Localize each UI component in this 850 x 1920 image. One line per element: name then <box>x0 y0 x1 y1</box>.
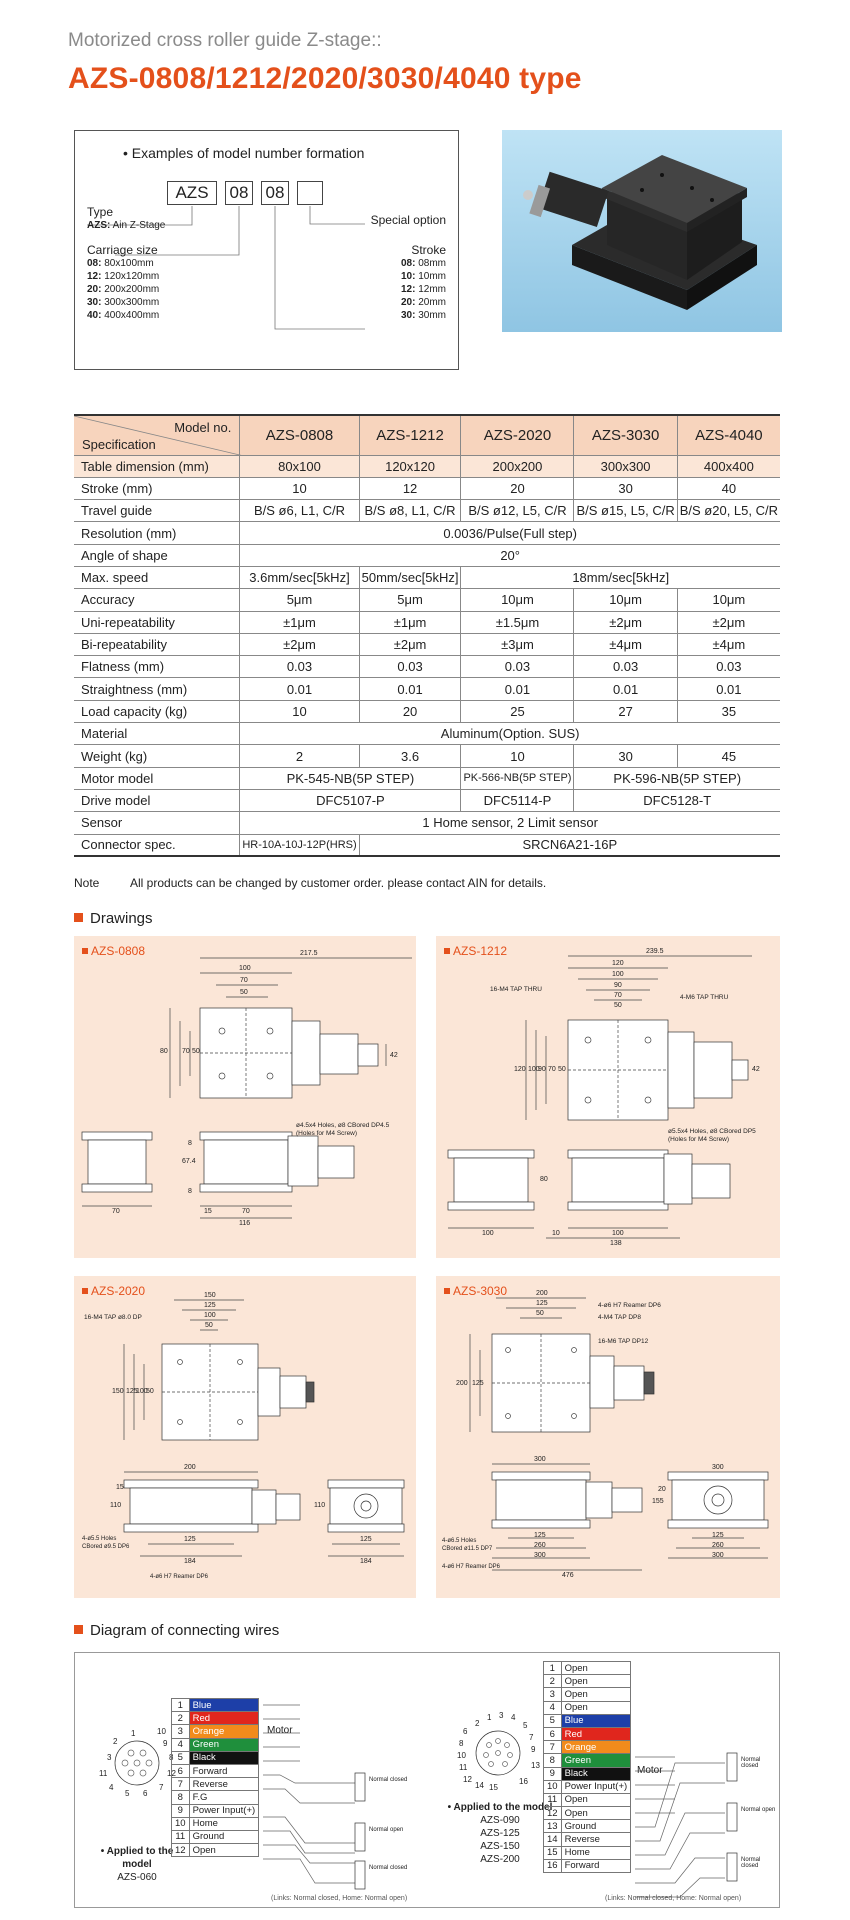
table-row <box>74 745 780 767</box>
table-cell: 45 <box>677 745 780 767</box>
table-cell: 400x400 <box>677 455 780 477</box>
dim-label: 70 <box>242 1208 250 1215</box>
pin-number: 4 <box>109 1783 114 1792</box>
row-label: Load capacity (kg) <box>74 700 240 722</box>
table-cell: B/S ø6, L1, C/R <box>240 500 359 522</box>
dim-label: 50 <box>536 1310 544 1317</box>
table-cell: 0.01 <box>461 678 574 700</box>
note <box>74 876 546 890</box>
hole-note: (Holes for M4 Screw) <box>296 1130 358 1137</box>
table-row: 10 Home <box>172 1817 259 1830</box>
note-label: Note <box>74 876 100 890</box>
row-label: Table dimension (mm) <box>74 455 240 477</box>
header-corner <box>74 415 240 455</box>
dim-label: 184 <box>360 1558 372 1565</box>
row-label: Accuracy <box>74 589 240 611</box>
table-cell: DFC5128-T <box>574 789 780 811</box>
tap-note: 4-M6 TAP THRU <box>680 994 729 1001</box>
sensor-label: Normal closed <box>741 1757 761 1769</box>
pin-number: 4 <box>511 1713 516 1722</box>
table-row: 3 Orange <box>172 1725 259 1738</box>
table-row: 10 Power Input(+) <box>544 1780 631 1793</box>
table-row: 12 Open <box>544 1807 631 1820</box>
motor-label: Motor <box>267 1725 293 1736</box>
table-cell: 10μm <box>574 589 677 611</box>
pin-number: 16 <box>519 1777 528 1786</box>
dim-label: 150 <box>204 1292 216 1299</box>
dim-label: 300 <box>712 1552 724 1559</box>
table-cell: B/S ø12, L5, C/R <box>461 500 574 522</box>
table-cell: 10 <box>240 477 359 499</box>
dim-label: 200 <box>184 1464 196 1471</box>
table-row: 5 Blue <box>544 1714 631 1727</box>
code-type: AZS <box>167 181 217 205</box>
tap-note: 16-M4 TAP THRU <box>490 986 542 993</box>
dim-label: 100 <box>528 1066 540 1073</box>
table-row: 7 Reverse <box>172 1778 259 1791</box>
row-label: Resolution (mm) <box>74 522 240 544</box>
dim-label: 8 <box>188 1140 192 1147</box>
model-number-box <box>74 130 459 370</box>
table-cell: 0.03 <box>677 656 780 678</box>
table-cell: 30 <box>574 477 677 499</box>
table-row <box>74 611 780 633</box>
dim-label: 50 <box>558 1066 566 1073</box>
page-subtitle: Motorized cross roller guide Z-stage:: <box>68 30 382 51</box>
dim-label: 50 <box>192 1048 200 1055</box>
dim-label: 300 <box>712 1464 724 1471</box>
spec-table <box>74 414 780 857</box>
table-cell: 1 Home sensor, 2 Limit sensor <box>240 812 780 834</box>
row-label: Drive model <box>74 789 240 811</box>
table-cell: ±2μm <box>240 633 359 655</box>
dim-label: 100 <box>239 965 251 972</box>
table-row <box>74 700 780 722</box>
table-row: 11 Ground <box>172 1830 259 1843</box>
type-desc: AZS: Ain Z-Stage <box>87 220 166 231</box>
table-cell: 10μm <box>461 589 574 611</box>
table-row: 14 Reverse <box>544 1833 631 1846</box>
dim-label: 125 <box>184 1536 196 1543</box>
links-note-right: (Links: Normal closed, Home: Normal open) <box>605 1895 742 1902</box>
table-cell: ±2μm <box>359 633 461 655</box>
dim-label: 70 <box>548 1066 556 1073</box>
table-cell: B/S ø8, L1, C/R <box>359 500 461 522</box>
dim-label: 125 <box>534 1532 546 1539</box>
table-row: 4 Green <box>172 1738 259 1751</box>
table-row <box>74 500 780 522</box>
dim-label: 67.4 <box>182 1158 196 1165</box>
dim-label: 125 <box>360 1536 372 1543</box>
tap-note: 16-M4 TAP ø8.0 DP <box>84 1314 142 1321</box>
note-text: All products can be changed by customer order. please contact AIN for details. <box>130 876 547 890</box>
pin-table-right <box>543 1661 631 1873</box>
drawings-heading: Drawings <box>74 910 153 927</box>
table-cell: ±2μm <box>677 611 780 633</box>
dim-label: 300 <box>534 1456 546 1463</box>
dim-label: 116 <box>239 1220 251 1227</box>
table-cell: ±2μm <box>574 611 677 633</box>
table-cell: 0.01 <box>677 678 780 700</box>
code-carriage: 08 <box>225 181 253 205</box>
dim-label: 200 <box>536 1290 548 1297</box>
table-row: 6 Forward <box>172 1764 259 1777</box>
pin-number: 2 <box>113 1737 118 1746</box>
dim-label: 70 <box>112 1208 120 1215</box>
pin-number: 6 <box>463 1727 468 1736</box>
wiring-heading: Diagram of connecting wires <box>74 1622 279 1639</box>
table-cell: ±4μm <box>677 633 780 655</box>
row-label: Flatness (mm) <box>74 656 240 678</box>
sensor-label: Normal closed <box>369 1865 408 1871</box>
row-label: Sensor <box>74 812 240 834</box>
pin-number: 12 <box>167 1769 176 1778</box>
type-label: Type <box>87 205 114 219</box>
pin-number: 7 <box>529 1733 534 1742</box>
table-cell: 20 <box>359 700 461 722</box>
hole-note: 4-M4 TAP DP8 <box>598 1314 641 1321</box>
dim-label: 110 <box>110 1502 122 1509</box>
table-row: 2 Open <box>544 1675 631 1688</box>
table-row: 1 Blue <box>172 1699 259 1712</box>
carriage-size-label: Carriage size <box>87 243 158 257</box>
carriage-size-list: 08: 80x100mm 12: 120x120mm 20: 200x200mm 30: 300x300mm 40: 400x400mm <box>87 258 160 321</box>
model-col-0808: AZS-0808 <box>240 415 359 455</box>
table-row <box>74 656 780 678</box>
dim-label: 184 <box>184 1558 196 1565</box>
dim-label: 100 <box>482 1230 494 1237</box>
table-cell: 2 <box>240 745 359 767</box>
hole-note: 4-ø5.5 Holes <box>82 1536 117 1542</box>
drawing-panel-azs-2020 <box>74 1276 416 1598</box>
table-cell: 25 <box>461 700 574 722</box>
dim-label: 90 <box>538 1066 546 1073</box>
hole-note: 4-ø6.5 Holes <box>442 1538 477 1544</box>
table-cell: 50mm/sec[5kHz] <box>359 566 461 588</box>
pin-number: 8 <box>169 1753 174 1762</box>
table-cell: PK-596-NB(5P STEP) <box>574 767 780 789</box>
row-label: Max. speed <box>74 566 240 588</box>
table-cell: 5μm <box>240 589 359 611</box>
table-cell: 200x200 <box>461 455 574 477</box>
table-row <box>74 834 780 856</box>
hole-note: CBored ø11.5 DP7 <box>442 1546 493 1552</box>
table-row <box>74 522 780 544</box>
drawing-title: AZS-0808 <box>82 944 145 958</box>
table-cell: 300x300 <box>574 455 677 477</box>
pin-number: 5 <box>125 1789 130 1798</box>
model-col-3030: AZS-3030 <box>574 415 677 455</box>
dim-label: 50 <box>146 1388 154 1395</box>
table-row: 15 Home <box>544 1846 631 1859</box>
model-col-2020: AZS-2020 <box>461 415 574 455</box>
pin-table-left <box>171 1698 259 1857</box>
dim-label: 42 <box>390 1052 398 1059</box>
dim-label: 200 <box>456 1380 468 1387</box>
table-cell: 5μm <box>359 589 461 611</box>
dim-label: 100 <box>136 1388 148 1395</box>
motor-label: Motor <box>637 1765 663 1776</box>
table-cell: 3.6mm/sec[5kHz] <box>240 566 359 588</box>
header-spec-label: Specification <box>82 436 156 452</box>
drawing-panel-azs-1212 <box>436 936 780 1258</box>
row-label: Connector spec. <box>74 834 240 856</box>
table-row <box>74 633 780 655</box>
row-label: Angle of shape <box>74 544 240 566</box>
table-cell: PK-566-NB(5P STEP) <box>461 767 574 789</box>
table-row: 2 Red <box>172 1712 259 1725</box>
table-cell: 0.01 <box>574 678 677 700</box>
table-row <box>74 767 780 789</box>
dim-label: 100 <box>612 1230 624 1237</box>
dim-label: 125 <box>536 1300 548 1307</box>
table-cell: DFC5114-P <box>461 789 574 811</box>
dim-label: 217.5 <box>300 950 318 957</box>
hole-note: 4-ø6 H7 Reamer DP6 <box>598 1302 661 1309</box>
applied-models-left: • Applied to the model AZS-060 <box>100 1846 174 1883</box>
drawing-title: AZS-1212 <box>444 944 507 958</box>
sensor-label: Normal closed <box>369 1777 408 1783</box>
dim-label: 20 <box>658 1486 666 1493</box>
pin-number: 9 <box>163 1739 168 1748</box>
dim-label: 476 <box>562 1572 574 1579</box>
table-row <box>74 812 780 834</box>
table-cell: B/S ø20, L5, C/R <box>677 500 780 522</box>
sensor-label: Normal open <box>741 1807 776 1813</box>
table-row: 13 Ground <box>544 1820 631 1833</box>
dim-label: 120 <box>612 960 624 967</box>
row-label: Stroke (mm) <box>74 477 240 499</box>
table-cell: 20° <box>240 544 780 566</box>
dim-label: 70 <box>614 992 622 999</box>
links-note-left: (Links: Normal closed, Home: Normal open) <box>271 1895 408 1902</box>
dim-label: 300 <box>534 1552 546 1559</box>
bullet-square-icon <box>74 913 83 922</box>
table-row <box>74 589 780 611</box>
row-label: Straightness (mm) <box>74 678 240 700</box>
hole-note: CBored ø9.5 DP6 <box>82 1544 130 1550</box>
table-cell: 18mm/sec[5kHz] <box>461 566 780 588</box>
model-col-1212: AZS-1212 <box>359 415 461 455</box>
stroke-label: Stroke <box>411 243 446 257</box>
dim-label: 260 <box>534 1542 546 1549</box>
table-row: 4 Open <box>544 1701 631 1714</box>
pin-number: 11 <box>459 1763 468 1772</box>
sensor-label: Normal closed <box>741 1857 761 1869</box>
tap-note: 16-M6 TAP DP12 <box>598 1338 649 1345</box>
dim-label: 90 <box>614 982 622 989</box>
table-cell: 40 <box>677 477 780 499</box>
page-title: AZS-0808/1212/2020/3030/4040 type <box>68 62 582 95</box>
applied-models-right: • Applied to the model AZS-090 AZS-125 AZS-150 AZS-200 <box>447 1802 553 1865</box>
table-cell: B/S ø15, L5, C/R <box>574 500 677 522</box>
pin-number: 1 <box>487 1713 492 1722</box>
table-row: 11 Open <box>544 1793 631 1806</box>
table-row <box>74 477 780 499</box>
dim-label: 125 <box>712 1532 724 1539</box>
dim-label: 15 <box>116 1484 124 1491</box>
table-row: 5 Black <box>172 1751 259 1764</box>
model-col-4040: AZS-4040 <box>677 415 780 455</box>
table-row: 1 Open <box>544 1662 631 1675</box>
dim-label: 80 <box>160 1048 168 1055</box>
dim-label: 150 <box>112 1388 124 1395</box>
table-cell: 0.03 <box>240 656 359 678</box>
drawing-title: AZS-3030 <box>444 1284 507 1298</box>
hole-note: ø5.5x4 Holes, ø8 CBored DP5 <box>668 1128 756 1135</box>
table-cell: 0.01 <box>240 678 359 700</box>
dim-label: 100 <box>612 971 624 978</box>
table-cell: HR-10A-10J-12P(HRS) <box>240 834 359 856</box>
product-photo <box>502 130 782 332</box>
table-row: 8 Green <box>544 1754 631 1767</box>
table-cell: 10μm <box>677 589 780 611</box>
table-row <box>74 789 780 811</box>
pin-number: 10 <box>157 1727 166 1736</box>
table-cell: 120x120 <box>359 455 461 477</box>
dim-label: 120 <box>514 1066 526 1073</box>
header-model-label: Model no. <box>174 420 232 435</box>
dim-label: 239.5 <box>646 948 664 955</box>
row-label: Weight (kg) <box>74 745 240 767</box>
table-cell: 10 <box>240 700 359 722</box>
dim-label: 70 <box>240 977 248 984</box>
table-cell: 0.01 <box>359 678 461 700</box>
dim-label: 50 <box>205 1322 213 1329</box>
pin-number: 3 <box>107 1753 112 1762</box>
table-row: 8 F.G <box>172 1791 259 1804</box>
dim-label: 50 <box>614 1002 622 1009</box>
table-row <box>74 566 780 588</box>
table-cell: Aluminum(Option. SUS) <box>240 723 780 745</box>
pin-number: 12 <box>463 1775 472 1784</box>
dim-label: 10 <box>552 1230 560 1237</box>
row-label: Material <box>74 723 240 745</box>
table-row: 9 Black <box>544 1767 631 1780</box>
pin-number: 6 <box>143 1789 148 1798</box>
row-label: Travel guide <box>74 500 240 522</box>
stroke-list: 08: 08mm 10: 10mm 12: 12mm 20: 20mm 30: 30mm <box>400 258 446 321</box>
bullet-square-icon <box>74 1625 83 1634</box>
drawing-azs-1212 <box>436 936 780 1258</box>
pin-number: 5 <box>523 1721 528 1730</box>
table-row <box>74 544 780 566</box>
dim-label: 15 <box>204 1208 212 1215</box>
pin-number: 9 <box>531 1745 536 1754</box>
pin-number: 3 <box>499 1711 504 1720</box>
pin-number: 10 <box>457 1751 466 1760</box>
table-cell: ±3μm <box>461 633 574 655</box>
table-row: 12 Open <box>172 1844 259 1857</box>
pin-number: 7 <box>159 1783 164 1792</box>
table-cell: 0.03 <box>461 656 574 678</box>
hole-note: 4-ø6 H7 Reamer DP6 <box>442 1564 501 1570</box>
table-row: 6 Red <box>544 1727 631 1740</box>
dim-label: 125 <box>126 1388 138 1395</box>
dim-label: 8 <box>188 1188 192 1195</box>
dim-label: 42 <box>752 1066 760 1073</box>
table-row: 3 Open <box>544 1688 631 1701</box>
table-cell: ±4μm <box>574 633 677 655</box>
table-row: 16 Forward <box>544 1859 631 1872</box>
table-cell: 0.0036/Pulse(Full step) <box>240 522 780 544</box>
dim-label: 260 <box>712 1542 724 1549</box>
code-stroke: 08 <box>261 181 289 205</box>
dim-label: 70 <box>182 1048 190 1055</box>
hole-note: 4-ø6 H7 Reamer DP6 <box>150 1574 209 1580</box>
row-label: Motor model <box>74 767 240 789</box>
table-row <box>74 723 780 745</box>
pin-number: 13 <box>531 1761 540 1770</box>
table-cell: DFC5107-P <box>240 789 461 811</box>
spec-table-header <box>74 415 780 455</box>
dim-label: 125 <box>472 1380 484 1387</box>
dim-label: 100 <box>204 1312 216 1319</box>
table-row <box>74 678 780 700</box>
table-cell: ±1μm <box>240 611 359 633</box>
pin-number: 11 <box>99 1769 108 1778</box>
table-cell: 0.03 <box>574 656 677 678</box>
hole-note: ø4.5x4 Holes, ø8 CBored DP4.5 <box>296 1122 390 1129</box>
table-cell: 0.03 <box>359 656 461 678</box>
dim-label: 155 <box>652 1498 664 1505</box>
pin-number: 14 <box>475 1781 484 1790</box>
table-cell: 20 <box>461 477 574 499</box>
table-cell: 35 <box>677 700 780 722</box>
table-cell: 10 <box>461 745 574 767</box>
dim-label: 110 <box>314 1502 326 1509</box>
dim-label: 125 <box>204 1302 216 1309</box>
dim-label: 50 <box>240 989 248 996</box>
table-cell: PK-545-NB(5P STEP) <box>240 767 461 789</box>
table-row: 7 Orange <box>544 1741 631 1754</box>
z-stage-illustration <box>502 130 782 332</box>
table-cell: 80x100 <box>240 455 359 477</box>
sensor-label: Normal open <box>369 1827 404 1833</box>
pin-number: 8 <box>459 1739 464 1748</box>
table-cell: 12 <box>359 477 461 499</box>
pin-number: 1 <box>131 1729 136 1738</box>
model-box-heading: • Examples of model number formation <box>123 145 365 161</box>
pin-number: 15 <box>489 1783 498 1792</box>
drawing-title: AZS-2020 <box>82 1284 145 1298</box>
table-cell: ±1μm <box>359 611 461 633</box>
drawing-panel-azs-3030 <box>436 1276 780 1598</box>
row-label: Uni-repeatability <box>74 611 240 633</box>
row-label: Bi-repeatability <box>74 633 240 655</box>
dim-label: 80 <box>540 1176 548 1183</box>
table-cell: SRCN6A21-16P <box>359 834 780 856</box>
dim-label: 138 <box>610 1240 622 1247</box>
table-row <box>74 455 780 477</box>
pin-number: 2 <box>475 1719 480 1728</box>
table-row: 9 Power Input(+) <box>172 1804 259 1817</box>
table-cell: ±1.5μm <box>461 611 574 633</box>
wiring-diagram-box <box>74 1652 780 1908</box>
table-cell: 30 <box>574 745 677 767</box>
special-option-label: Special option <box>370 213 446 227</box>
hole-note: (Holes for M4 Screw) <box>668 1136 730 1143</box>
table-cell: 27 <box>574 700 677 722</box>
table-cell: 3.6 <box>359 745 461 767</box>
drawing-panel-azs-0808 <box>74 936 416 1258</box>
